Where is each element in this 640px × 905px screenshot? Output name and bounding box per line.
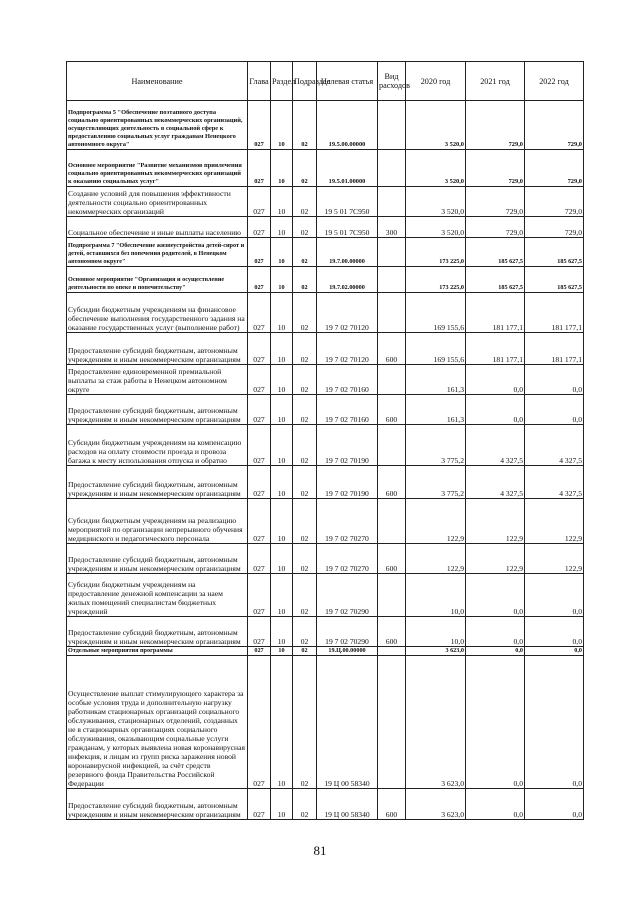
row-target-article: 19.Ц.00.00000 <box>317 647 378 656</box>
row-2021: 0,0 <box>466 365 525 395</box>
row-2022: 729,0 <box>525 217 584 238</box>
table-row <box>67 101 584 150</box>
row-podrazdel: 02 <box>293 101 317 150</box>
row-name: Предоставление субсидий бюджетным, автономным учреждениям и иным некоммерческим организациям <box>67 789 248 820</box>
row-2021: 0,0 <box>466 395 525 425</box>
row-2020: 3 623,0 <box>406 789 466 820</box>
page-number: 81 <box>313 843 327 858</box>
row-2022: 0,0 <box>525 617 584 647</box>
table-header-row <box>67 62 584 101</box>
row-2022: 729,0 <box>525 150 584 187</box>
row-target-article: 19 7 02 70270 <box>317 499 378 544</box>
table-row <box>67 789 584 820</box>
row-podrazdel: 02 <box>293 425 317 466</box>
row-target-article: 19 7 02 70160 <box>317 365 378 395</box>
row-glava: 027 <box>248 466 271 499</box>
row-razdel: 10 <box>271 789 293 820</box>
row-2021: 729,0 <box>466 150 525 187</box>
row-2022: 185 627,5 <box>525 267 584 293</box>
row-razdel: 10 <box>271 217 293 238</box>
row-glava: 027 <box>248 293 271 333</box>
row-glava: 027 <box>248 499 271 544</box>
row-glava: 027 <box>248 617 271 647</box>
row-2020: 10,0 <box>406 617 466 647</box>
row-2022: 0,0 <box>525 365 584 395</box>
header-2020: 2020 год <box>406 62 466 101</box>
header-glava: Глава <box>248 62 271 101</box>
table-row <box>67 333 584 365</box>
row-razdel: 10 <box>271 333 293 365</box>
row-expense-type <box>378 101 406 150</box>
row-podrazdel: 02 <box>293 466 317 499</box>
row-name: Предоставление субсидий бюджетным, автономным учреждениям и иным некоммерческим организациям <box>67 617 248 647</box>
row-2021: 185 627,5 <box>466 238 525 267</box>
header-name: Наименование <box>67 62 248 101</box>
row-target-article: 19.5.01.00000 <box>317 150 378 187</box>
row-glava: 027 <box>248 187 271 217</box>
row-expense-type: 600 <box>378 395 406 425</box>
row-razdel: 10 <box>271 267 293 293</box>
row-2022: 729,0 <box>525 101 584 150</box>
row-glava: 027 <box>248 789 271 820</box>
row-razdel: 10 <box>271 101 293 150</box>
row-target-article: 19.5.00.00000 <box>317 101 378 150</box>
row-2020: 3 775,2 <box>406 425 466 466</box>
row-razdel: 10 <box>271 150 293 187</box>
row-podrazdel: 02 <box>293 217 317 238</box>
row-glava: 027 <box>248 365 271 395</box>
row-razdel: 10 <box>271 293 293 333</box>
row-name: Социальное обеспечение и иные выплаты населению <box>67 217 248 238</box>
row-name: Субсидии бюджетным учреждениям на предоставление денежной компенсации за наем жилых помещений специалистам бюджетных учреждений <box>67 574 248 617</box>
row-name: Субсидии бюджетным учреждениям на реализацию мероприятий по организации непрерывного обучения медицинского и педагогического персонала <box>67 499 248 544</box>
row-name: Субсидии бюджетным учреждениям на финансовое обеспечение выполнения государственного задания на оказание государственных услуг (выполнение работ) <box>67 293 248 333</box>
row-razdel: 10 <box>271 187 293 217</box>
row-target-article: 19 5 01 7С950 <box>317 217 378 238</box>
row-target-article: 19 7 02 70160 <box>317 395 378 425</box>
row-expense-type: 600 <box>378 617 406 647</box>
row-podrazdel: 02 <box>293 365 317 395</box>
row-expense-type <box>378 647 406 656</box>
header-razdel: Раздел <box>271 62 293 101</box>
table-row <box>67 544 584 574</box>
row-2021: 0,0 <box>466 617 525 647</box>
row-2020: 173 225,0 <box>406 267 466 293</box>
row-glava: 027 <box>248 647 271 656</box>
row-name: Осуществление выплат стимулирующего характера за особые условия труда и дополнительную нагрузку работникам стационарных организаций социального обслуживания, стационарных отделений, созданных не в стационарных организациях социального обслуживания, оказывающим социальные услуги гражданам, у которых выявлена новая коронавирусная инфекция, и лицам из групп риска заражения новой коронавирусной инфекцией, за счёт средств резервного фонда Правительства Российской Федерации <box>67 656 248 789</box>
row-2021: 0,0 <box>466 789 525 820</box>
row-expense-type <box>378 293 406 333</box>
table-row <box>67 238 584 267</box>
row-podrazdel: 02 <box>293 647 317 656</box>
row-podrazdel: 02 <box>293 333 317 365</box>
row-2021: 181 177,1 <box>466 293 525 333</box>
row-glava: 027 <box>248 544 271 574</box>
row-2022: 122,9 <box>525 499 584 544</box>
row-target-article: 19 7 02 70290 <box>317 617 378 647</box>
row-razdel: 10 <box>271 395 293 425</box>
header-podrazdel: Подраздел <box>293 62 317 101</box>
row-name: Основное мероприятие "Развитие механизмов привлечения социально ориентированных некоммерческих организаций к оказанию социальных услуг" <box>67 150 248 187</box>
row-2020: 169 155,6 <box>406 333 466 365</box>
row-2021: 0,0 <box>466 656 525 789</box>
header-target-article: Целевая статья <box>317 62 378 101</box>
row-expense-type <box>378 238 406 267</box>
row-2020: 3 520,0 <box>406 217 466 238</box>
row-2020: 173 225,0 <box>406 238 466 267</box>
row-2020: 169 155,6 <box>406 293 466 333</box>
row-2022: 729,0 <box>525 187 584 217</box>
row-expense-type <box>378 656 406 789</box>
table-row <box>67 293 584 333</box>
row-2020: 161,3 <box>406 395 466 425</box>
row-2020: 3 623,0 <box>406 656 466 789</box>
row-expense-type: 300 <box>378 217 406 238</box>
row-2022: 0,0 <box>525 395 584 425</box>
row-2020: 122,9 <box>406 544 466 574</box>
header-2021: 2021 год <box>466 62 525 101</box>
row-name: Основное мероприятие "Организация и осуществление деятельности по опеке и попечительству" <box>67 267 248 293</box>
row-2022: 0,0 <box>525 647 584 656</box>
row-name: Создание условий для повышения эффективности деятельности социально ориентированных некоммерческих организаций <box>67 187 248 217</box>
row-glava: 027 <box>248 425 271 466</box>
row-glava: 027 <box>248 656 271 789</box>
row-target-article: 19.7.00.00000 <box>317 238 378 267</box>
row-2021: 185 627,5 <box>466 267 525 293</box>
row-2021: 4 327,5 <box>466 425 525 466</box>
row-glava: 027 <box>248 333 271 365</box>
row-expense-type <box>378 425 406 466</box>
row-name: Подпрограмма 7 "Обеспечение жизнеустройства детей-сирот и детей, оставшихся без попечения родителей, в Ненецком автономном округе" <box>67 238 248 267</box>
row-target-article: 19 7 02 70190 <box>317 425 378 466</box>
row-podrazdel: 02 <box>293 656 317 789</box>
row-expense-type: 600 <box>378 466 406 499</box>
row-target-article: 19 7 02 70120 <box>317 333 378 365</box>
row-2020: 3 775,2 <box>406 466 466 499</box>
row-2022: 0,0 <box>525 789 584 820</box>
row-podrazdel: 02 <box>293 499 317 544</box>
row-glava: 027 <box>248 395 271 425</box>
row-razdel: 10 <box>271 656 293 789</box>
row-2022: 185 627,5 <box>525 238 584 267</box>
row-2020: 161,3 <box>406 365 466 395</box>
row-expense-type <box>378 574 406 617</box>
row-2021: 729,0 <box>466 101 525 150</box>
row-podrazdel: 02 <box>293 187 317 217</box>
row-name: Субсидии бюджетным учреждениям на компенсацию расходов на оплату стоимости проезда и провоза багажа к месту использования отпуска и обратно <box>67 425 248 466</box>
row-razdel: 10 <box>271 365 293 395</box>
header-2022: 2022 год <box>525 62 584 101</box>
row-razdel: 10 <box>271 466 293 499</box>
row-expense-type <box>378 499 406 544</box>
row-expense-type <box>378 365 406 395</box>
row-2021: 0,0 <box>466 574 525 617</box>
row-target-article: 19 7 02 70290 <box>317 574 378 617</box>
table-row <box>67 499 584 544</box>
row-razdel: 10 <box>271 499 293 544</box>
row-expense-type <box>378 150 406 187</box>
row-2022: 181 177,1 <box>525 293 584 333</box>
table-row <box>67 217 584 238</box>
table-row <box>67 647 584 656</box>
row-razdel: 10 <box>271 617 293 647</box>
row-expense-type: 600 <box>378 544 406 574</box>
row-2020: 3 520,0 <box>406 187 466 217</box>
row-name: Подпрограмма 5 "Обеспечение поэтапного доступа социально ориентированных некоммерческих организаций, осуществляющих деятельность в социальной сфере к предоставлению социальных услуг гражданам Ненецкого автономного округа" <box>67 101 248 150</box>
row-2022: 0,0 <box>525 574 584 617</box>
row-2020: 10,0 <box>406 574 466 617</box>
row-name: Предоставление субсидий бюджетным, автономным учреждениям и иным некоммерческим организациям <box>67 395 248 425</box>
row-2021: 181 177,1 <box>466 333 525 365</box>
row-glava: 027 <box>248 574 271 617</box>
row-podrazdel: 02 <box>293 150 317 187</box>
row-podrazdel: 02 <box>293 574 317 617</box>
row-expense-type: 600 <box>378 333 406 365</box>
row-podrazdel: 02 <box>293 544 317 574</box>
table-row <box>67 656 584 789</box>
row-2021: 4 327,5 <box>466 466 525 499</box>
row-razdel: 10 <box>271 647 293 656</box>
row-expense-type <box>378 267 406 293</box>
row-expense-type <box>378 187 406 217</box>
row-2020: 122,9 <box>406 499 466 544</box>
row-2021: 729,0 <box>466 187 525 217</box>
row-glava: 027 <box>248 267 271 293</box>
row-target-article: 19 7 02 70270 <box>317 544 378 574</box>
row-2020: 3 520,0 <box>406 150 466 187</box>
row-2022: 122,9 <box>525 544 584 574</box>
table-row <box>67 574 584 617</box>
row-name: Предоставление единовременной премиальной выплаты за стаж работы в Ненецком автономном округе <box>67 365 248 395</box>
row-podrazdel: 02 <box>293 267 317 293</box>
row-2021: 0,0 <box>466 647 525 656</box>
table-row <box>67 466 584 499</box>
row-name: Предоставление субсидий бюджетным, автономным учреждениям и иным некоммерческим организациям <box>67 466 248 499</box>
row-glava: 027 <box>248 101 271 150</box>
row-podrazdel: 02 <box>293 789 317 820</box>
table-row <box>67 267 584 293</box>
budget-table <box>66 61 584 820</box>
header-expense-type: Вид расходов <box>378 62 406 101</box>
row-2020: 3 623,0 <box>406 647 466 656</box>
row-2022: 4 327,5 <box>525 466 584 499</box>
table-row <box>67 150 584 187</box>
row-name: Предоставление субсидий бюджетным, автономным учреждениям и иным некоммерческим организациям <box>67 544 248 574</box>
row-podrazdel: 02 <box>293 238 317 267</box>
row-razdel: 10 <box>271 425 293 466</box>
row-razdel: 10 <box>271 238 293 267</box>
row-podrazdel: 02 <box>293 395 317 425</box>
row-name: Предоставление субсидий бюджетным, автономным учреждениям и иным некоммерческим организациям <box>67 333 248 365</box>
table-row <box>67 425 584 466</box>
row-target-article: 19 7 02 70190 <box>317 466 378 499</box>
row-2022: 4 327,5 <box>525 425 584 466</box>
row-2021: 122,9 <box>466 499 525 544</box>
row-2022: 181 177,1 <box>525 333 584 365</box>
table-row <box>67 617 584 647</box>
table-row <box>67 395 584 425</box>
row-target-article: 19 Ц 00 58340 <box>317 656 378 789</box>
row-target-article: 19.7.02.00000 <box>317 267 378 293</box>
row-target-article: 19 Ц 00 58340 <box>317 789 378 820</box>
table-row <box>67 187 584 217</box>
row-target-article: 19 7 02 70120 <box>317 293 378 333</box>
row-podrazdel: 02 <box>293 617 317 647</box>
row-podrazdel: 02 <box>293 293 317 333</box>
row-glava: 027 <box>248 217 271 238</box>
row-2021: 729,0 <box>466 217 525 238</box>
row-glava: 027 <box>248 238 271 267</box>
row-glava: 027 <box>248 150 271 187</box>
table-row <box>67 365 584 395</box>
row-razdel: 10 <box>271 544 293 574</box>
row-razdel: 10 <box>271 574 293 617</box>
row-name: Отдельные мероприятия программы <box>67 647 248 656</box>
row-expense-type: 600 <box>378 789 406 820</box>
row-2022: 0,0 <box>525 656 584 789</box>
row-target-article: 19 5 01 7С950 <box>317 187 378 217</box>
row-2020: 3 520,0 <box>406 101 466 150</box>
row-2021: 122,9 <box>466 544 525 574</box>
